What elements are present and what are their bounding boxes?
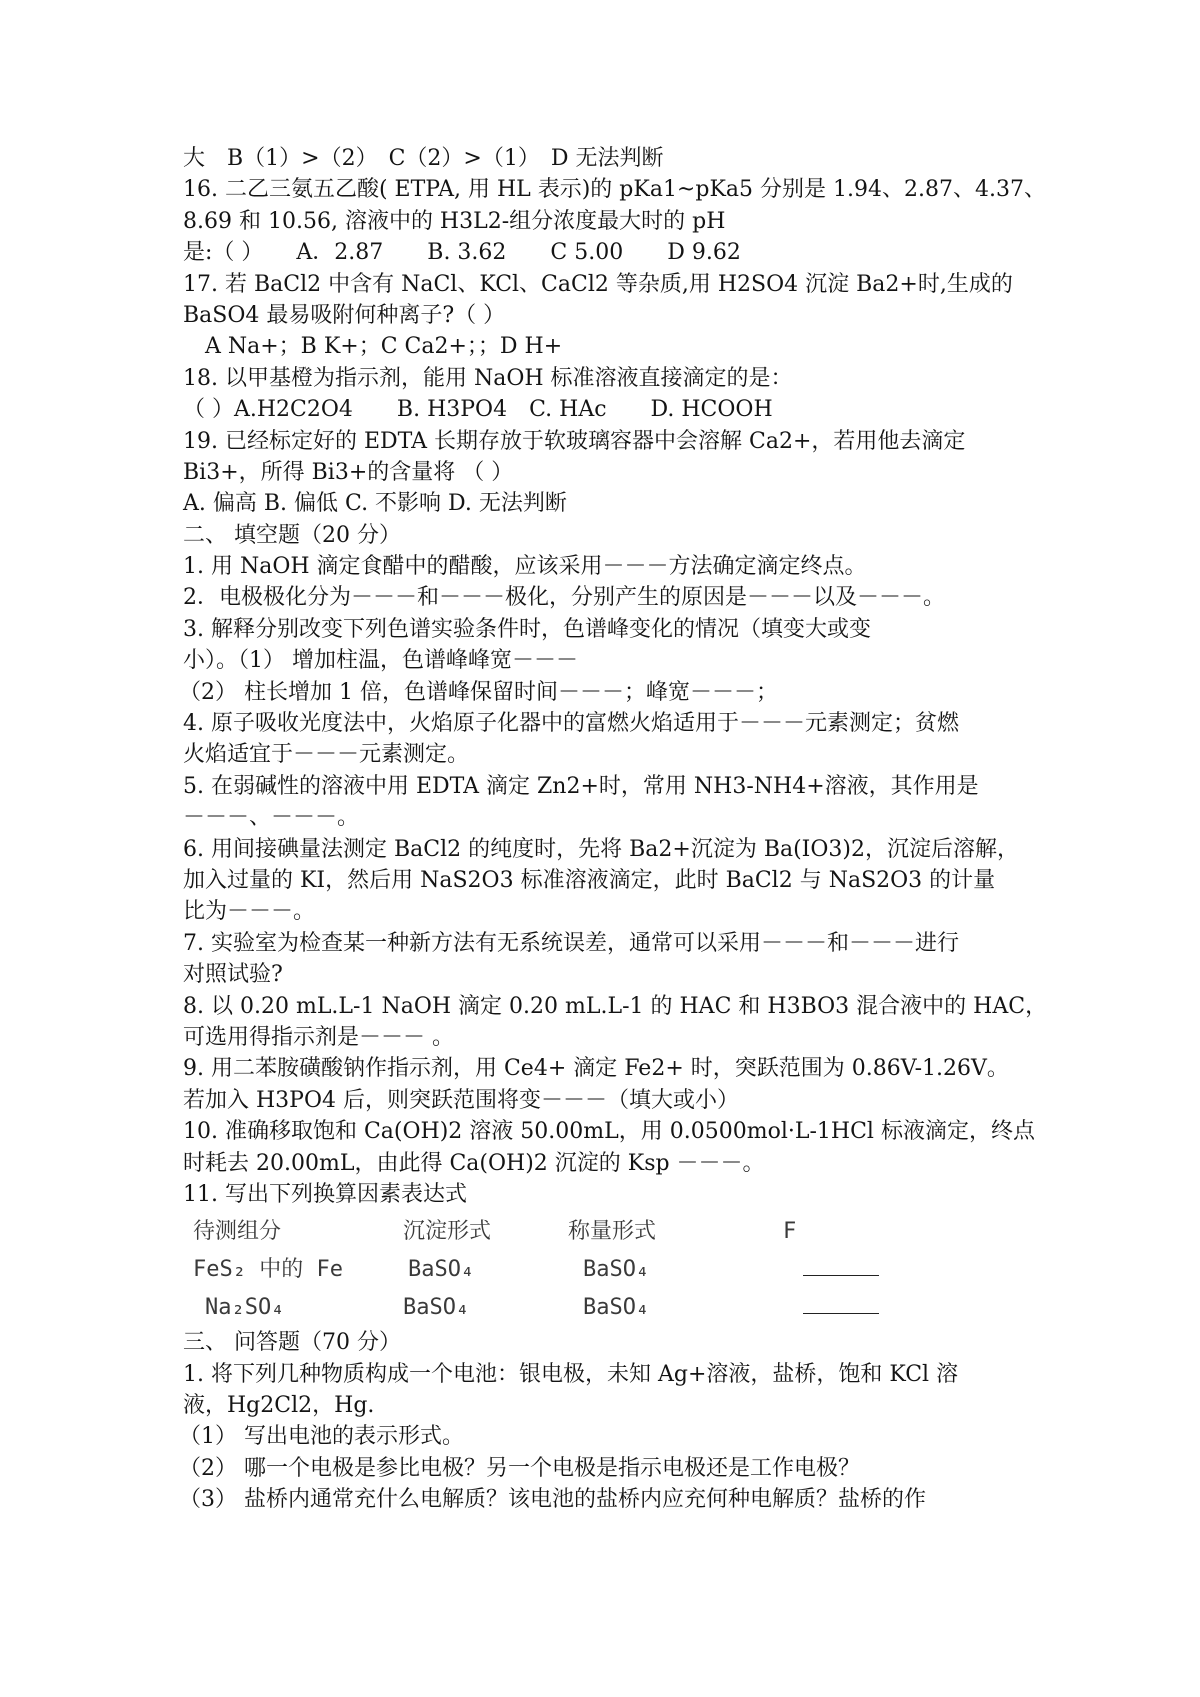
text-line: （2） 柱长增加 1 倍，色谱峰保留时间－－－；峰宽－－－； — [179, 679, 778, 705]
conversion-factor-table — [183, 1210, 1043, 1327]
fill-question-3: 3. 解释分别改变下列色谱实验条件时，色谱峰变化的情况（填变大或变 — [183, 616, 871, 642]
section-heading-qa: 三、 问答题（70 分） — [183, 1330, 401, 1356]
fill-question-10: 10. 准确移取饱和 Ca(OH)2 溶液 50.00mL，用 0.0500mol·L-1HCl 标液滴定，终点 — [183, 1119, 1035, 1145]
text-line: 若加入 H3PO4 后，则突跃范围将变－－－（填大或小） — [183, 1087, 740, 1113]
text-line: 时耗去 20.00mL，由此得 Ca(OH)2 沉淀的 Ksp －－－。 — [183, 1150, 765, 1176]
sub-question-3: （3） 盐桥内通常充什么电解质？该电池的盐桥内应充何种电解质？盐桥的作 — [179, 1487, 926, 1513]
table-header: 沉淀形式 — [403, 1219, 492, 1245]
section-heading-fill: 二、 填空题（20 分） — [183, 522, 401, 548]
question-19: 19. 已经标定好的 EDTA 长期存放于软玻璃容器中会溶解 Ca2+，若用他去滴定 — [183, 428, 966, 454]
table-cell: BaSO₄ — [403, 1295, 470, 1321]
text-line: 加入过量的 KI，然后用 NaS2O3 标准溶液滴定，此时 BaCl2 与 NaS2O3 的计量 — [183, 867, 996, 893]
fill-question-1: 1. 用 NaOH 滴定食醋中的醋酸，应该采用－－－方法确定滴定终点。 — [183, 554, 867, 580]
text-line: 可选用得指示剂是－－－ 。 — [183, 1024, 454, 1050]
text-line: A Na+；B K+；C Ca2+；；D H+ — [205, 334, 563, 360]
text-line: 比为－－－。 — [183, 899, 316, 925]
sub-question-1: （1） 写出电池的表示形式。 — [179, 1424, 464, 1450]
table-cell: BaSO₄ — [408, 1257, 475, 1283]
fill-question-4: 4. 原子吸收光度法中，火焰原子化器中的富燃火焰适用于－－－元素测定；贫燃 — [183, 711, 959, 737]
text-line: －－－、－－－。 — [183, 805, 360, 831]
text-line: A. 偏高 B. 偏低 C. 不影响 D. 无法判断 — [183, 491, 567, 517]
text-line: 对照试验? — [183, 962, 283, 988]
fill-question-6: 6. 用间接碘量法测定 BaCl2 的纯度时，先将 Ba2+沉淀为 Ba(IO3)2，沉淀后溶解， — [183, 836, 1019, 862]
sub-question-2: （2） 哪一个电极是参比电极？另一个电极是指示电极还是工作电极？ — [179, 1455, 860, 1481]
fill-question-5: 5. 在弱碱性的溶液中用 EDTA 滴定 Zn2+时，常用 NH3-NH4+溶液，其作用是 — [183, 773, 979, 799]
question-17: 17. 若 BaCl2 中含有 NaCl、KCl、CaCl2 等杂质,用 H2SO4 沉淀 Ba2+时,生成的 — [183, 271, 1013, 297]
fill-question-11: 11. 写出下列换算因素表达式 — [183, 1181, 467, 1207]
text-line: Bi3+，所得 Bi3+的含量将 （ ） — [183, 459, 514, 485]
text-line: 火焰适宜于－－－元素测定。 — [183, 742, 470, 768]
fill-question-2: 2．电极极化分为－－－和－－－极化，分别产生的原因是－－－以及－－－。 — [183, 585, 945, 611]
exam-content — [179, 143, 1048, 1516]
question-18: 18. 以甲基橙为指示剂，能用 NaOH 标准溶液直接滴定的是： — [183, 365, 793, 391]
table-cell: Na₂SO₄ — [205, 1295, 285, 1321]
fill-question-8: 8. 以 0.20 mL.L-1 NaOH 滴定 0.20 mL.L-1 的 HAC 和 H3BO3 混合液中的 HAC， — [183, 993, 1048, 1019]
table-header: 待测组分 — [193, 1219, 282, 1245]
text-line: BaSO4 最易吸附何种离子?（ ） — [183, 302, 506, 328]
text-line: （ ）A.H2C2O4 B. H3PO4 C. HAc D. HCOOH — [183, 397, 773, 423]
text-line: 是:（ ） A．2.87 B. 3.62 C 5.00 D 9.62 — [183, 240, 741, 266]
text-line: 8.69 和 10.56, 溶液中的 H3L2-组分浓度最大时的 pH — [183, 208, 726, 234]
table-header: F — [783, 1219, 797, 1245]
question-16: 16. 二乙三氨五乙酸( ETPA, 用 HL 表示)的 pKa1~pKa5 分别是 1.94、2.87、4.37、 — [183, 177, 1046, 203]
text-line: 大 B（1）>（2） C（2）>（1） D 无法判断 — [183, 146, 664, 171]
table-header: 称量形式 — [568, 1219, 657, 1245]
table-cell: FeS₂ 中的 Fe — [193, 1257, 343, 1283]
answer-blank — [803, 1313, 879, 1314]
fill-question-7: 7. 实验室为检查某一种新方法有无系统误差，通常可以采用－－－和－－－进行 — [183, 930, 959, 956]
answer-blank — [803, 1275, 879, 1276]
table-cell: BaSO₄ — [583, 1295, 650, 1321]
text-line: 小）。（1） 增加柱温，色谱峰峰宽－－－ — [183, 648, 578, 674]
text-line: 液，Hg2Cl2，Hg. — [183, 1393, 375, 1419]
table-cell: BaSO₄ — [583, 1257, 650, 1283]
qa-question-1: 1. 将下列几种物质构成一个电池：银电极，未知 Ag+溶液，盐桥，饱和 KCl 溶 — [183, 1361, 959, 1387]
fill-question-9: 9. 用二苯胺磺酸钠作指示剂，用 Ce4+ 滴定 Fe2+ 时，突跃范围为 0.86V-1.26V。 — [183, 1056, 1009, 1082]
